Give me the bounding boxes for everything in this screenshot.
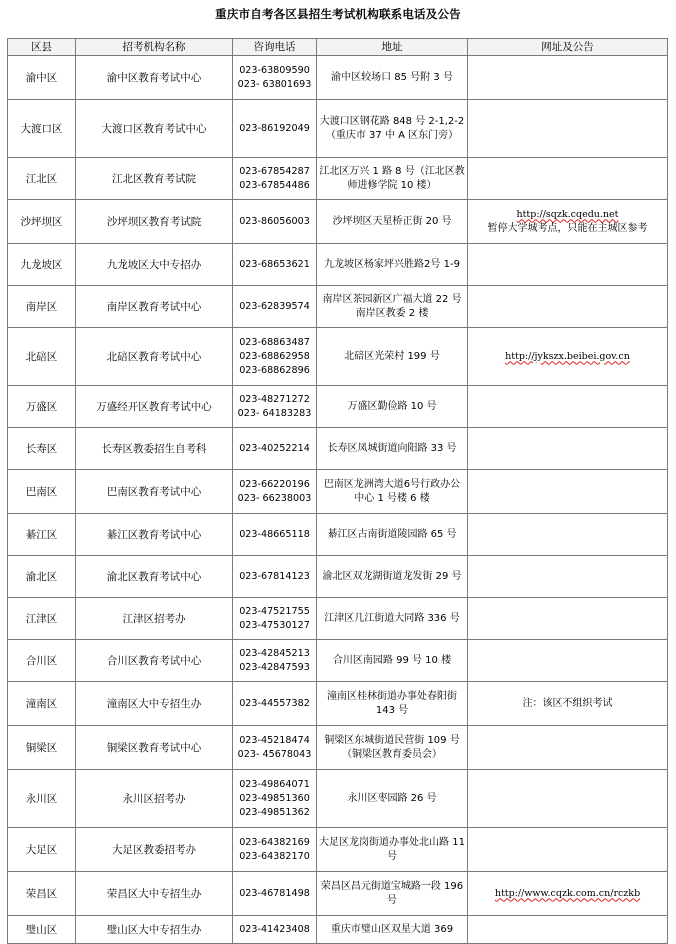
cell-district <box>8 514 76 556</box>
phone-number: 023-68653621 <box>239 258 310 270</box>
table-row <box>8 328 668 386</box>
table-row <box>8 100 668 158</box>
cell-phone <box>233 428 317 470</box>
district-name: 綦江区 <box>25 528 58 541</box>
phone-number: 023-46781498 <box>239 887 310 899</box>
address-text: 荣昌区昌元街道宝城路一段 196 号 <box>320 880 464 906</box>
phone-number: 023-64382170 <box>239 850 310 862</box>
header-district: 区县 <box>8 39 76 56</box>
address-text: 江北区万兴 1 路 8 号（江北区教师进修学院 10 楼） <box>319 165 465 191</box>
address-text: 渝中区较场口 85 号附 3 号 <box>331 71 453 83</box>
phone-number: 023-48665118 <box>239 528 310 540</box>
table-row <box>8 872 668 916</box>
cell-web <box>468 56 668 100</box>
notice-text: 注：该区不组织考试 <box>522 697 613 709</box>
cell-web <box>468 286 668 328</box>
header-phone: 咨询电话 <box>233 39 317 56</box>
cell-org <box>76 598 233 640</box>
cell-district <box>8 770 76 828</box>
table-row <box>8 244 668 286</box>
district-name: 永川区 <box>25 792 58 805</box>
cell-phone <box>233 200 317 244</box>
cell-org <box>76 770 233 828</box>
header-web: 网址及公告 <box>468 39 668 56</box>
org-name: 渝中区教育考试中心 <box>106 71 202 84</box>
cell-address <box>317 872 468 916</box>
table-row <box>8 556 668 598</box>
table-row <box>8 56 668 100</box>
cell-address <box>317 682 468 726</box>
cell-district <box>8 244 76 286</box>
district-name: 璧山区 <box>25 923 58 936</box>
cell-address <box>317 598 468 640</box>
cell-district <box>8 428 76 470</box>
address-text: 巴南区龙洲湾大道6号行政办公中心 1 号楼 6 楼 <box>323 478 461 504</box>
phone-number: 023-66220196 <box>239 478 310 490</box>
org-name: 大渡口区教育考试中心 <box>101 122 207 135</box>
cell-district <box>8 470 76 514</box>
address-text: 綦江区古南街道陵园路 65 号 <box>327 528 457 540</box>
org-name: 九龙坡区大中专招办 <box>106 258 202 271</box>
table-row <box>8 598 668 640</box>
address-text: 大足区龙岗街道办事处北山路 11 号 <box>319 836 465 862</box>
cell-phone <box>233 514 317 556</box>
org-name: 江津区招考办 <box>122 612 186 625</box>
cell-org <box>76 828 233 872</box>
org-name: 荣昌区大中专招生办 <box>106 887 202 900</box>
phone-number: 023-47521755 <box>239 605 310 617</box>
table-row <box>8 726 668 770</box>
table-header-row <box>8 39 668 56</box>
cell-address <box>317 328 468 386</box>
phone-number: 023-49851362 <box>239 806 310 818</box>
website-link[interactable]: http://sqzk.cqedu.net <box>516 208 619 220</box>
table-row <box>8 770 668 828</box>
district-name: 沙坪坝区 <box>20 215 63 228</box>
cell-address <box>317 428 468 470</box>
contacts-table <box>7 38 668 944</box>
table-row <box>8 514 668 556</box>
cell-org <box>76 872 233 916</box>
cell-address <box>317 56 468 100</box>
cell-phone <box>233 286 317 328</box>
cell-phone <box>233 556 317 598</box>
phone-number: 023-45218474 <box>239 734 310 746</box>
cell-district <box>8 328 76 386</box>
cell-phone <box>233 726 317 770</box>
cell-org <box>76 428 233 470</box>
website-link[interactable]: http://jykszx.beibei.gov.cn <box>505 350 630 362</box>
district-name: 万盛区 <box>25 400 58 413</box>
cell-district <box>8 872 76 916</box>
phone-number: 023- 66238003 <box>237 492 312 504</box>
header-address: 地址 <box>317 39 468 56</box>
cell-district <box>8 726 76 770</box>
cell-org <box>76 916 233 944</box>
address-text: 渝北区双龙湖街道龙发街 29 号 <box>322 570 462 582</box>
cell-district <box>8 56 76 100</box>
cell-district <box>8 640 76 682</box>
cell-org <box>76 514 233 556</box>
cell-district <box>8 916 76 944</box>
cell-phone <box>233 244 317 286</box>
cell-phone <box>233 328 317 386</box>
phone-number: 023-48271272 <box>239 393 310 405</box>
district-name: 南岸区 <box>25 300 58 313</box>
phone-number: 023-42845213 <box>239 647 310 659</box>
org-name: 江北区教育考试院 <box>112 172 196 185</box>
cell-address <box>317 640 468 682</box>
phone-number: 023-67854287 <box>239 165 310 177</box>
cell-web <box>468 200 668 244</box>
cell-org <box>76 286 233 328</box>
cell-address <box>317 556 468 598</box>
org-name: 綦江区教育考试中心 <box>106 528 202 541</box>
cell-phone <box>233 100 317 158</box>
cell-org <box>76 56 233 100</box>
phone-number: 023-86056003 <box>239 215 310 227</box>
district-name: 江津区 <box>25 612 58 625</box>
cell-web <box>468 598 668 640</box>
cell-org <box>76 244 233 286</box>
cell-phone <box>233 158 317 200</box>
address-text: 九龙坡区杨家坪兴胜路2号 1-9 <box>324 258 460 270</box>
header-org: 招考机构名称 <box>76 39 233 56</box>
phone-number: 023-40252214 <box>239 442 310 454</box>
cell-address <box>317 828 468 872</box>
cell-address <box>317 200 468 244</box>
cell-district <box>8 682 76 726</box>
cell-address <box>317 770 468 828</box>
cell-web <box>468 916 668 944</box>
address-text: 铜梁区东城街道民营街 109 号（铜梁区教育委员会） <box>324 734 460 760</box>
cell-org <box>76 556 233 598</box>
cell-org <box>76 682 233 726</box>
phone-number: 023-49864071 <box>239 778 310 790</box>
address-text: 合川区南园路 99 号 10 楼 <box>332 654 452 666</box>
org-name: 永川区招考办 <box>122 792 186 805</box>
cell-district <box>8 158 76 200</box>
cell-org <box>76 726 233 770</box>
cell-district <box>8 386 76 428</box>
address-text: 永川区枣园路 26 号 <box>347 792 437 804</box>
cell-web <box>468 328 668 386</box>
phone-number: 023-62839574 <box>239 300 310 312</box>
table-row <box>8 470 668 514</box>
table-row <box>8 682 668 726</box>
cell-web <box>468 470 668 514</box>
cell-web <box>468 828 668 872</box>
table-row <box>8 286 668 328</box>
district-name: 荣昌区 <box>25 887 58 900</box>
cell-org <box>76 200 233 244</box>
cell-phone <box>233 770 317 828</box>
cell-org <box>76 640 233 682</box>
cell-phone <box>233 916 317 944</box>
cell-org <box>76 158 233 200</box>
phone-number: 023- 63801693 <box>237 78 312 90</box>
address-text: 重庆市璧山区双星大道 369 <box>330 923 454 935</box>
district-name: 渝中区 <box>25 71 58 84</box>
cell-web <box>468 872 668 916</box>
cell-web <box>468 640 668 682</box>
address-text: 沙坪坝区天星桥正街 20 号 <box>332 215 452 227</box>
org-name: 铜梁区教育考试中心 <box>106 741 202 754</box>
cell-address <box>317 100 468 158</box>
phone-number: 023-44557382 <box>239 697 310 709</box>
cell-web <box>468 726 668 770</box>
cell-address <box>317 286 468 328</box>
phone-number: 023-63809590 <box>239 64 310 76</box>
cell-address <box>317 470 468 514</box>
cell-org <box>76 386 233 428</box>
district-name: 合川区 <box>25 654 58 667</box>
org-name: 合川区教育考试中心 <box>106 654 202 667</box>
cell-address <box>317 386 468 428</box>
table-row <box>8 386 668 428</box>
district-name: 北碚区 <box>25 350 58 363</box>
cell-district <box>8 100 76 158</box>
district-name: 渝北区 <box>25 570 58 583</box>
cell-address <box>317 514 468 556</box>
cell-web <box>468 428 668 470</box>
district-name: 铜梁区 <box>25 741 58 754</box>
cell-web <box>468 556 668 598</box>
phone-number: 023-86192049 <box>239 122 310 134</box>
cell-phone <box>233 56 317 100</box>
district-name: 巴南区 <box>25 485 58 498</box>
cell-web <box>468 158 668 200</box>
cell-web <box>468 682 668 726</box>
phone-number: 023- 64183283 <box>237 407 312 419</box>
cell-web <box>468 514 668 556</box>
org-name: 大足区教委招考办 <box>112 843 196 856</box>
phone-number: 023-68862958 <box>239 350 310 362</box>
table-body <box>8 56 668 944</box>
phone-number: 023- 45678043 <box>237 748 312 760</box>
cell-web <box>468 386 668 428</box>
table-row <box>8 200 668 244</box>
address-text: 长寿区凤城街道向阳路 33 号 <box>327 442 457 454</box>
org-name: 渝北区教育考试中心 <box>106 570 202 583</box>
org-name: 沙坪坝区教育考试院 <box>106 215 202 228</box>
org-name: 长寿区教委招生自考科 <box>101 442 207 455</box>
cell-phone <box>233 872 317 916</box>
phone-number: 023-41423408 <box>239 923 310 935</box>
cell-address <box>317 916 468 944</box>
district-name: 长寿区 <box>25 442 58 455</box>
cell-address <box>317 158 468 200</box>
table-row <box>8 828 668 872</box>
cell-web <box>468 770 668 828</box>
address-text: 潼南区桂林街道办事处春阳街 143 号 <box>327 690 457 716</box>
cell-district <box>8 556 76 598</box>
org-name: 潼南区大中专招生办 <box>106 697 202 710</box>
cell-org <box>76 470 233 514</box>
cell-org <box>76 100 233 158</box>
district-name: 九龙坡区 <box>20 258 63 271</box>
address-text: 万盛区勤俭路 10 号 <box>347 400 437 412</box>
cell-web <box>468 244 668 286</box>
address-text: 大渡口区钢花路 848 号 2-1,2-2（重庆市 37 中 A 区东门旁） <box>319 115 465 141</box>
cell-district <box>8 200 76 244</box>
cell-phone <box>233 640 317 682</box>
cell-phone <box>233 386 317 428</box>
table-row <box>8 428 668 470</box>
org-name: 南岸区教育考试中心 <box>106 300 202 313</box>
cell-phone <box>233 682 317 726</box>
phone-number: 023-49851360 <box>239 792 310 804</box>
cell-district <box>8 598 76 640</box>
cell-org <box>76 328 233 386</box>
table-row <box>8 916 668 944</box>
notice-text: 暂停大学城考点，只能在主城区参考 <box>487 222 648 234</box>
phone-number: 023-67854486 <box>239 179 310 191</box>
cell-phone <box>233 598 317 640</box>
page-title: 重庆市自考各区县招生考试机构联系电话及公告 <box>215 7 461 21</box>
org-name: 北碚区教育考试中心 <box>106 350 202 363</box>
phone-number: 023-42847593 <box>239 661 310 673</box>
table-row <box>8 158 668 200</box>
org-name: 万盛经开区教育考试中心 <box>96 400 212 413</box>
website-link[interactable]: http://www.cqzk.com.cn/rczkb <box>494 887 641 899</box>
cell-web <box>468 100 668 158</box>
org-name: 璧山区大中专招生办 <box>106 923 202 936</box>
district-name: 大足区 <box>25 843 58 856</box>
cell-district <box>8 828 76 872</box>
district-name: 潼南区 <box>25 697 58 710</box>
phone-number: 023-68862896 <box>239 364 310 376</box>
phone-number: 023-67814123 <box>239 570 310 582</box>
phone-number: 023-64382169 <box>239 836 310 848</box>
cell-address <box>317 244 468 286</box>
org-name: 巴南区教育考试中心 <box>106 485 202 498</box>
address-text: 北碚区光荣村 199 号 <box>344 350 440 362</box>
phone-number: 023-68863487 <box>239 336 310 348</box>
address-text: 江津区几江街道大同路 336 号 <box>324 612 460 624</box>
cell-phone <box>233 470 317 514</box>
table-row <box>8 640 668 682</box>
district-name: 江北区 <box>25 172 58 185</box>
cell-address <box>317 726 468 770</box>
district-name: 大渡口区 <box>20 122 63 135</box>
phone-number: 023-47530127 <box>239 619 310 631</box>
cell-district <box>8 286 76 328</box>
address-text: 南岸区茶园新区广福大道 22 号南岸区教委 2 楼 <box>322 293 462 319</box>
cell-phone <box>233 828 317 872</box>
